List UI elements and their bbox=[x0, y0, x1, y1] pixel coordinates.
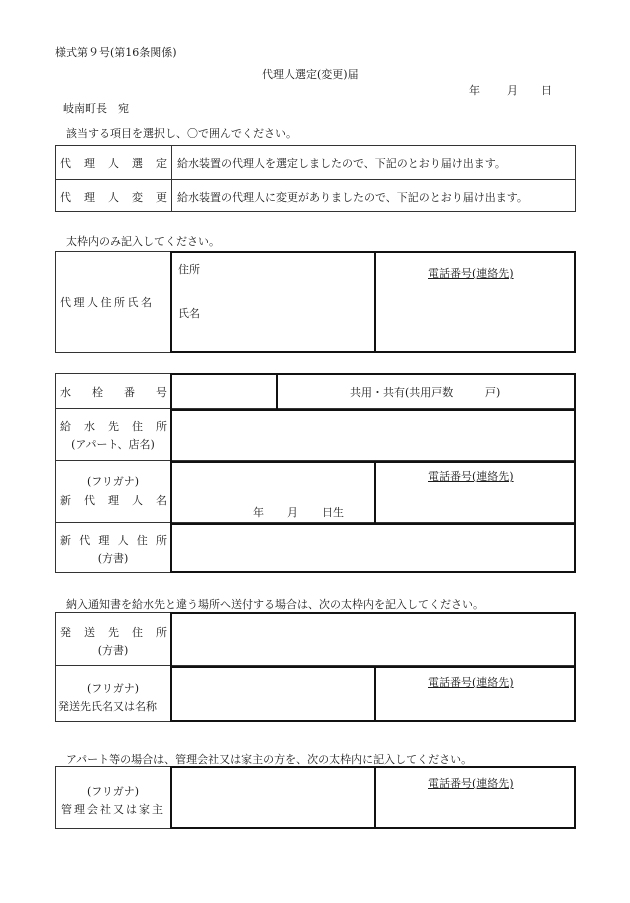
new-agent-address-sub: (方書) bbox=[97, 552, 129, 565]
owner-furigana: (フリガナ) bbox=[86, 785, 140, 798]
supply-address-sub: (アパート、店名) bbox=[71, 438, 155, 451]
owner-input-frame[interactable] bbox=[170, 766, 576, 829]
option-select-text: 給水装置の代理人を選定しましたので、下記のとおり届け出ます。 bbox=[177, 157, 506, 170]
faucet-number-label: 水 栓 番 号 bbox=[60, 386, 167, 399]
instruction-send-address: 納入通知書を給水先と違う場所へ送付する場合は、次の太枠内を記入してください。 bbox=[66, 598, 484, 611]
agent-address-label: 住所 bbox=[178, 263, 200, 276]
send-address-sub: (方書) bbox=[97, 644, 129, 657]
date-month-label: 月 bbox=[507, 84, 518, 97]
send-address-label: 発 送 先 住 所 bbox=[60, 626, 167, 639]
birth-month-label: 月 bbox=[287, 506, 298, 519]
date-year-label: 年 bbox=[469, 84, 480, 97]
form-number: 様式第９号(第16条関係) bbox=[55, 46, 177, 59]
send-name-label: 発送先氏名又は名称 bbox=[58, 700, 157, 713]
owner-label: 管理会社又は家主 bbox=[61, 803, 165, 816]
option-select-label[interactable]: 代 理 人 選 定 bbox=[60, 157, 167, 170]
birth-day-label: 日生 bbox=[322, 506, 344, 519]
instruction-select: 該当する項目を選択し、〇で囲んでください。 bbox=[66, 127, 297, 140]
form-title: 代理人選定(変更)届 bbox=[262, 68, 359, 81]
agent-label: 代理人住所氏名 bbox=[60, 296, 155, 309]
send-phone-label: 電話番号(連絡先) bbox=[428, 676, 514, 689]
option-change-text: 給水装置の代理人に変更がありましたので、下記のとおり届け出ます。 bbox=[177, 191, 528, 204]
send-input-frame[interactable] bbox=[170, 612, 576, 722]
instruction-thick-only: 太枠内のみ記入してください。 bbox=[66, 235, 220, 248]
date-day-label: 日 bbox=[541, 84, 552, 97]
birth-year-label: 年 bbox=[253, 506, 264, 519]
instruction-owner: アパート等の場合は、管理会社又は家主の方を、次の太枠内に記入してください。 bbox=[66, 753, 473, 766]
new-agent-address-label: 新 代 理 人 住 所 bbox=[60, 534, 167, 547]
option-change-label[interactable]: 代 理 人 変 更 bbox=[60, 191, 167, 204]
addressee: 岐南町長 宛 bbox=[63, 102, 129, 115]
new-agent-furigana: (フリガナ) bbox=[86, 475, 140, 488]
main-input-frame[interactable] bbox=[170, 373, 576, 573]
supply-address-label: 給 水 先 住 所 bbox=[60, 420, 167, 433]
send-furigana: (フリガナ) bbox=[86, 682, 140, 695]
new-agent-name-label: 新 代 理 人 名 bbox=[60, 494, 167, 507]
agent-name-label: 氏名 bbox=[178, 307, 200, 320]
shared-unit-text: 戸) bbox=[485, 386, 501, 399]
agent-phone-label: 電話番号(連絡先) bbox=[428, 267, 514, 280]
owner-phone-label: 電話番号(連絡先) bbox=[428, 777, 514, 790]
shared-usage-text: 共用・共有(共用戸数 bbox=[350, 386, 454, 399]
new-agent-phone-label: 電話番号(連絡先) bbox=[428, 470, 514, 483]
agent-input-frame[interactable] bbox=[170, 251, 576, 353]
